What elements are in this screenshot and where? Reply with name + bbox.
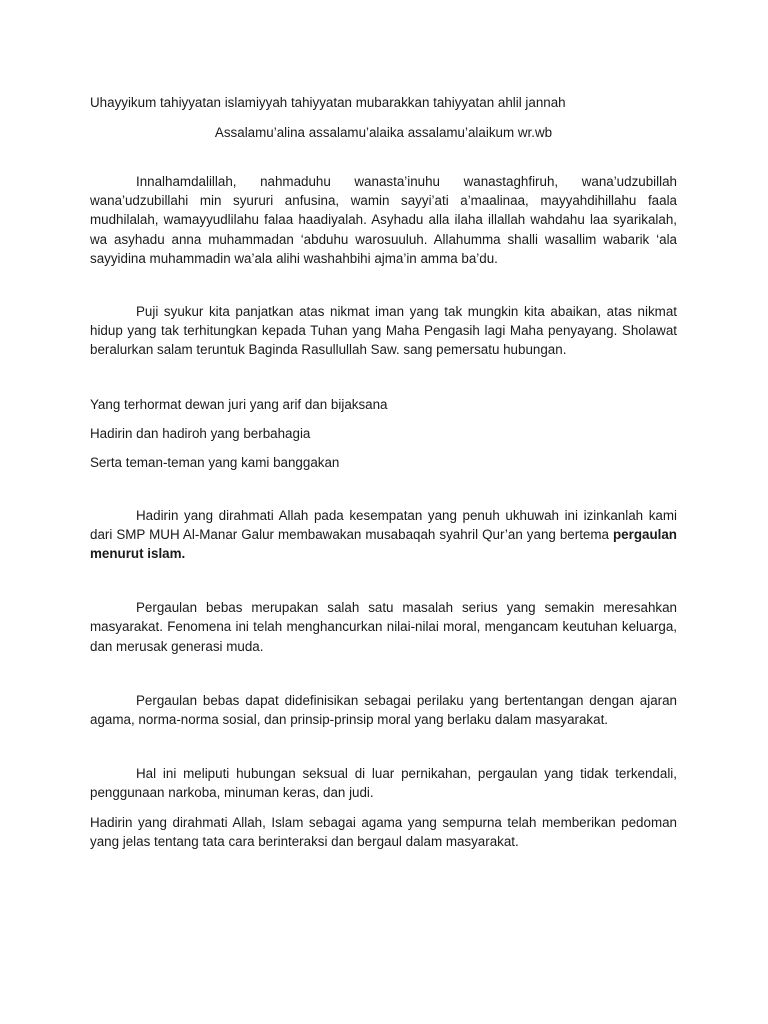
gratitude-paragraph: Puji syukur kita panjatkan atas nikmat iman yang tak mungkin kita abaikan, atas nikmat hidup yang tak terhitungkan kepada Tuhan yang Maha Pengasih lagi Maha penyayang. Sholawat beralurkan salam teruntuk Baginda Rasullullah Saw. sang pemersatu hubungan. (90, 304, 677, 358)
addressee-line: Yang terhormat dewan juri yang arif dan bijaksana (90, 396, 388, 412)
body-paragraph-2: Pergaulan bebas dapat didefinisikan sebagai perilaku yang bertentangan dengan ajaran agama, norma-norma sosial, dan prinsip-prinsip moral yang berlaku dalam masyarakat. (90, 692, 677, 728)
opening-paragraph: Innalhamdalillah, nahmaduhu wanasta’inuhu wanastaghfiruh, wana’udzubillah wana’udzubillahi min syururi anfusina, wamin sayyi’ati a’maalinaa, mayyahdihillahu faala mudhilalah, wamayyudlilahu falaa haadiyalah. Asyhadu alla ilaha illallah wahdahu laa syarikalah, wa asyhadu anna muhammadan ‘abduhu warosuuluh. Allahumma shalli wasallim wabarik ‘ala sayyidina muhammadin wa’ala alihi washahbihi ajma’in amma ba’du. (90, 174, 677, 266)
body-paragraph-1: Pergaulan bebas merupakan salah satu masalah serius yang semakin meresahkan masyarakat. Fenomena ini telah menghancurkan nilai-nilai moral, mengancam keutuhan keluarga, dan merusak generasi muda. (90, 600, 677, 654)
greeting-line-2: Assalamu’alina assalamu’alaika assalamu’alaikum wr.wb (214, 125, 553, 140)
greeting-line-1: Uhayyikum tahiyyatan islamiyyah tahiyyatan mubarakkan tahiyyatan ahlil jannah (90, 95, 566, 110)
addressee-line: Hadirin dan hadiroh yang berbahagia (90, 425, 311, 441)
intro-theme: pergaulan menurut islam. (90, 526, 677, 562)
body-paragraph-4: Hadirin yang dirahmati Allah, Islam sebagai agama yang sempurna telah memberikan pedoman yang jelas tentang tata cara berinteraksi dan bergaul dalam masyarakat. (90, 814, 677, 849)
intro-text: Hadirin yang dirahmati Allah pada kesempatan yang penuh ukhuwah ini izinkanlah kami dari SMP MUH Al-Manar Galur membawakan musabaqah syahril Qur’an yang bertema (90, 507, 677, 542)
addressee-line: Serta teman-teman yang kami banggakan (90, 454, 340, 470)
body-paragraph-3: Hal ini meliputi hubungan seksual di luar pernikahan, pergaulan yang tidak terkendali, penggunaan narkoba, minuman keras, dan judi. (90, 766, 677, 801)
intro-paragraph (90, 506, 677, 564)
document-body (90, 93, 677, 851)
